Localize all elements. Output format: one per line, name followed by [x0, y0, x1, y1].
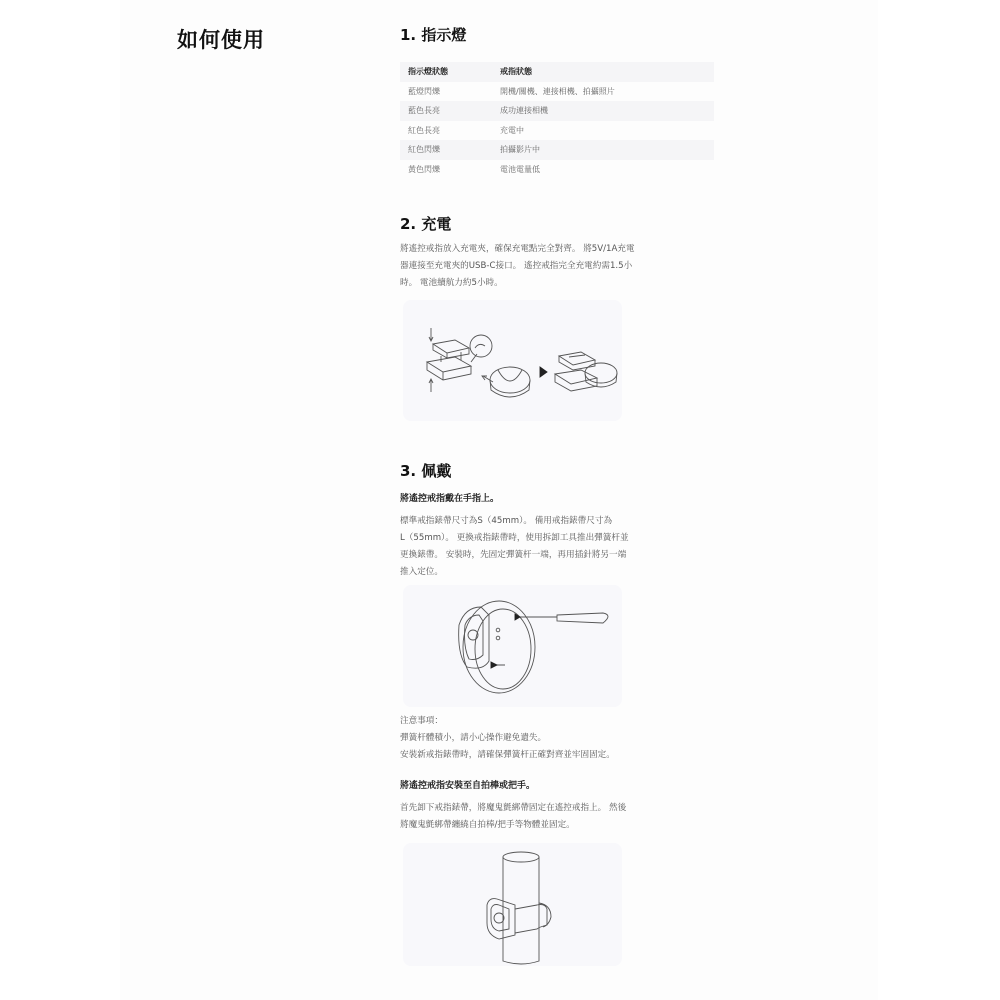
text-line: 彈簧杆體積小，請小心操作避免遺失。 — [400, 733, 547, 743]
table-cell: 紅色閃爍 — [408, 145, 440, 155]
selfie-stick-drawing — [403, 843, 622, 966]
section-heading-wearing: 3. 佩戴 — [400, 462, 452, 480]
table-cell: 拍攝影片中 — [500, 145, 540, 155]
ring-strap-pin-illustration — [403, 585, 622, 707]
table-cell: 開機/關機、連接相機、拍攝照片 — [500, 86, 615, 96]
table-row — [400, 140, 714, 160]
table-cell: 成功連接相機 — [500, 106, 548, 116]
ring-strap-drawing — [403, 585, 622, 707]
text-line: 將遙控戒指放入充電夾，確保充電點完全對齊。 將5V/1A充電 — [400, 244, 635, 254]
table-cell: 紅色長亮 — [408, 125, 440, 135]
table-row — [400, 101, 714, 121]
table-row — [400, 121, 714, 141]
section-heading-indicator: 1. 指示燈 — [400, 26, 467, 44]
mount-subheading: 將遙控戒指安裝至自拍棒或把手。 — [400, 781, 536, 791]
wearing-subheading: 將遙控戒指戴在手指上。 — [400, 494, 500, 504]
charging-clip-drawing — [403, 300, 622, 421]
wearing-paragraph — [400, 513, 710, 581]
text-line: 時。 電池續航力約5小時。 — [400, 278, 503, 288]
text-line: 更換錶帶。 安裝時，先固定彈簧杆一端，再用插針將另一端 — [400, 550, 627, 560]
text-line: 將魔鬼氈綁帶纏繞自拍棒/把手等物體並固定。 — [400, 820, 575, 830]
text-line: 器連接至充電夾的USB-C接口。 遙控戒指完全充電約需1.5小 — [400, 261, 633, 271]
indicator-table — [400, 62, 714, 179]
table-header-cell: 指示燈狀態 — [408, 67, 448, 77]
text-line: 標準戒指錶帶尺寸為S（45mm）。 備用戒指錶帶尺寸為 — [400, 516, 613, 526]
table-cell: 電池電量低 — [500, 164, 540, 174]
text-line: 安裝新戒指錶帶時，請確保彈簧杆正確對齊並牢固固定。 — [400, 750, 615, 760]
section-heading-charging: 2. 充電 — [400, 215, 452, 233]
notes-block — [400, 713, 710, 764]
text-line: 首先卸下戒指錶帶，將魔鬼氈綁帶固定在遙控戒指上。 然後 — [400, 803, 627, 813]
table-row — [400, 160, 714, 180]
table-cell: 藍色長亮 — [408, 106, 440, 116]
table-cell: 黃色閃爍 — [408, 164, 440, 174]
selfie-stick-mount-illustration — [403, 843, 622, 966]
text-line: L（55mm）。 更換戒指錶帶時，使用拆卸工具推出彈簧杆並 — [400, 533, 629, 543]
text-line: 推入定位。 — [400, 567, 443, 577]
table-cell: 充電中 — [500, 125, 524, 135]
table-header-row — [400, 62, 714, 82]
table-row — [400, 82, 714, 102]
mount-paragraph — [400, 800, 710, 834]
notes-label: 注意事項： — [400, 716, 443, 726]
table-cell: 藍燈閃爍 — [408, 86, 440, 96]
charging-paragraph — [400, 241, 710, 292]
charging-clip-illustration — [403, 300, 622, 421]
table-header-cell: 戒指狀態 — [500, 67, 532, 77]
page-title: 如何使用 — [177, 28, 265, 52]
